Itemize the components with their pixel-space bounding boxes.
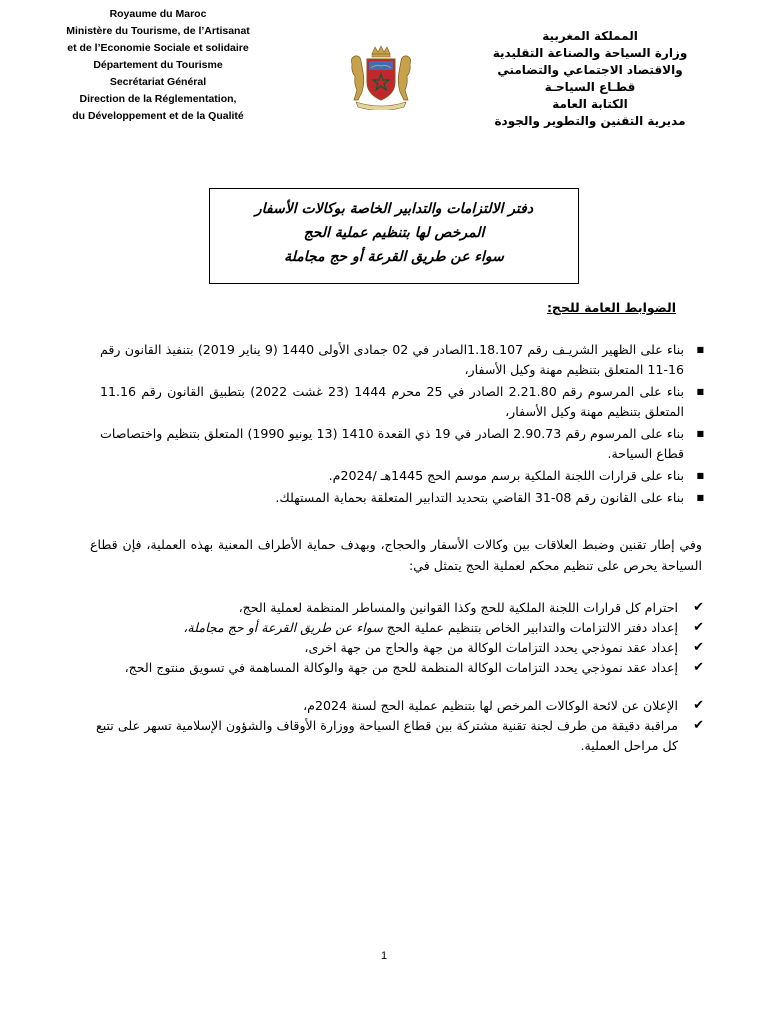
measure-text: مراقبة دقيقة من طرف لجنة تقنية مشتركة بين قطاع السياحة ووزارة الأوقاف والشؤون الإسلامية تسهر على تتبع كل مراحل العملية. [96, 718, 678, 753]
measure-text: الإعلان عن لائحة الوكالات المرخص لها بتنظيم عملية الحج لسنة 2024م، [303, 698, 678, 713]
legal-basis-text: بناء على المرسوم رقم 2.21.80 الصادر في 25 محرم 1444 (23 غشت 2022) بتطبيق القانون رقم 11.16 المتعلق بتنظيم مهنة وكيل الأسفار، [100, 384, 684, 419]
header-ar-line: الكتابة العامة [552, 97, 628, 111]
header-ar-line: والاقتصاد الاجتماعي والتضامني [497, 63, 683, 77]
title-line: دفتر الالتزامات والتدابير الخاصة بوكالات الأسفار [254, 201, 534, 217]
title-line: سواء عن طريق القرعة أو حج مجاملة [284, 249, 504, 265]
list-item [100, 382, 704, 422]
header-ar-line: المملكة المغربية [542, 29, 638, 43]
header-ar-line: مديرية التقنين والتطوير والجودة [494, 114, 686, 128]
measures-list [96, 598, 706, 756]
measure-italic-text: سواء عن طريق القرعة أو حج مجاملة، [183, 620, 383, 635]
header-fr-line: et de l’Economie Sociale et solidaire [67, 42, 249, 54]
list-item [100, 466, 704, 486]
legal-basis-text: بناء على المرسوم رقم 2.90.73 الصادر في 19 ذي القعدة 1410 (13 يونيو 1990) المتعلق بتنظيم واختصاصات قطاع السياحة. [100, 426, 684, 461]
measure-text: احترام كل قرارات اللجنة الملكية للحج وكذا القوانين والمساطر المنظمة لعملية الحج، [238, 600, 678, 615]
header-ar-line: قطـاع السياحـة [544, 80, 636, 94]
list-item [100, 488, 704, 508]
square-bullet-icon: ■ [696, 345, 704, 354]
page-number: 1 [380, 950, 388, 962]
header-ar-line: وزارة السياحة والصناعة التقليدية [492, 46, 688, 60]
measure-text: إعداد عقد نموذجي يحدد التزامات الوكالة من جهة والحاج من جهة اخرى، [304, 640, 678, 655]
checkmark-icon: ✔ [693, 698, 704, 713]
section-heading: الضوابط العامة للحج: [546, 300, 676, 315]
header-fr-line: Direction de la Réglementation, [79, 93, 237, 105]
arabic-header [470, 28, 710, 130]
list-item [96, 716, 706, 756]
square-bullet-icon: ■ [696, 493, 704, 502]
header-fr-line: Secrétariat Général [109, 76, 207, 88]
title-line: المرخص لها بتنظيم عملية الحج [303, 225, 485, 241]
square-bullet-icon: ■ [696, 471, 704, 480]
list-item [96, 598, 706, 618]
checkmark-icon: ✔ [693, 600, 704, 615]
checkmark-icon: ✔ [693, 640, 704, 655]
measure-text: إعداد عقد نموذجي يحدد التزامات الوكالة المنظمة للحج من جهة والوكالة المساهمة في تسويق منتوج الحج، [124, 660, 678, 675]
list-item [100, 424, 704, 464]
list-item [96, 658, 706, 678]
checkmark-icon: ✔ [693, 718, 704, 733]
square-bullet-icon: ■ [696, 429, 704, 438]
list-item [100, 340, 704, 380]
measure-text: إعداد دفتر الالتزامات والتدابير الخاص بتنظيم عملية الحج [382, 620, 678, 635]
intro-paragraph: وفي إطار تقنين وضبط العلاقات بين وكالات الأسفار والحجاج، وبهدف حماية الأطراف المعنية بهذه العملية، فإن قطاع السياحة يحرص على تنظيم محكم لعملية الحج يتمثل في: [90, 537, 702, 573]
list-item [96, 618, 706, 638]
checkmark-icon: ✔ [693, 660, 704, 675]
header-fr-line: du Développement et de la Qualité [72, 110, 244, 122]
list-item [96, 696, 706, 716]
coat-of-arms-icon [346, 44, 416, 110]
header-fr-line: Royaume du Maroc [109, 8, 207, 20]
header-fr-line: Département du Tourisme [93, 59, 223, 71]
french-header [42, 6, 274, 125]
document-title-box [209, 188, 579, 284]
square-bullet-icon: ■ [696, 387, 704, 396]
legal-basis-text: بناء على القانون رقم 08-31 القاضي بتحديد التدابير المتعلقة بحماية المستهلك. [275, 490, 684, 505]
legal-basis-text: بناء على قرارات اللجنة الملكية برسم موسم الحج 1445هـ /2024م. [328, 468, 684, 483]
header-fr-line: Ministère du Tourisme, de l’Artisanat [66, 25, 250, 37]
legal-basis-list [100, 340, 704, 510]
legal-basis-text: بناء على الظهير الشريـف رقم 1.18.107الصادر في 02 جمادى الأولى 1440 (9 يناير 2019) بتنفيذ القانون رقم 16-11 المتعلق بتنظيم مهنة وكيل الأسفار، [100, 342, 685, 377]
checkmark-icon: ✔ [693, 620, 704, 635]
list-item [96, 638, 706, 658]
